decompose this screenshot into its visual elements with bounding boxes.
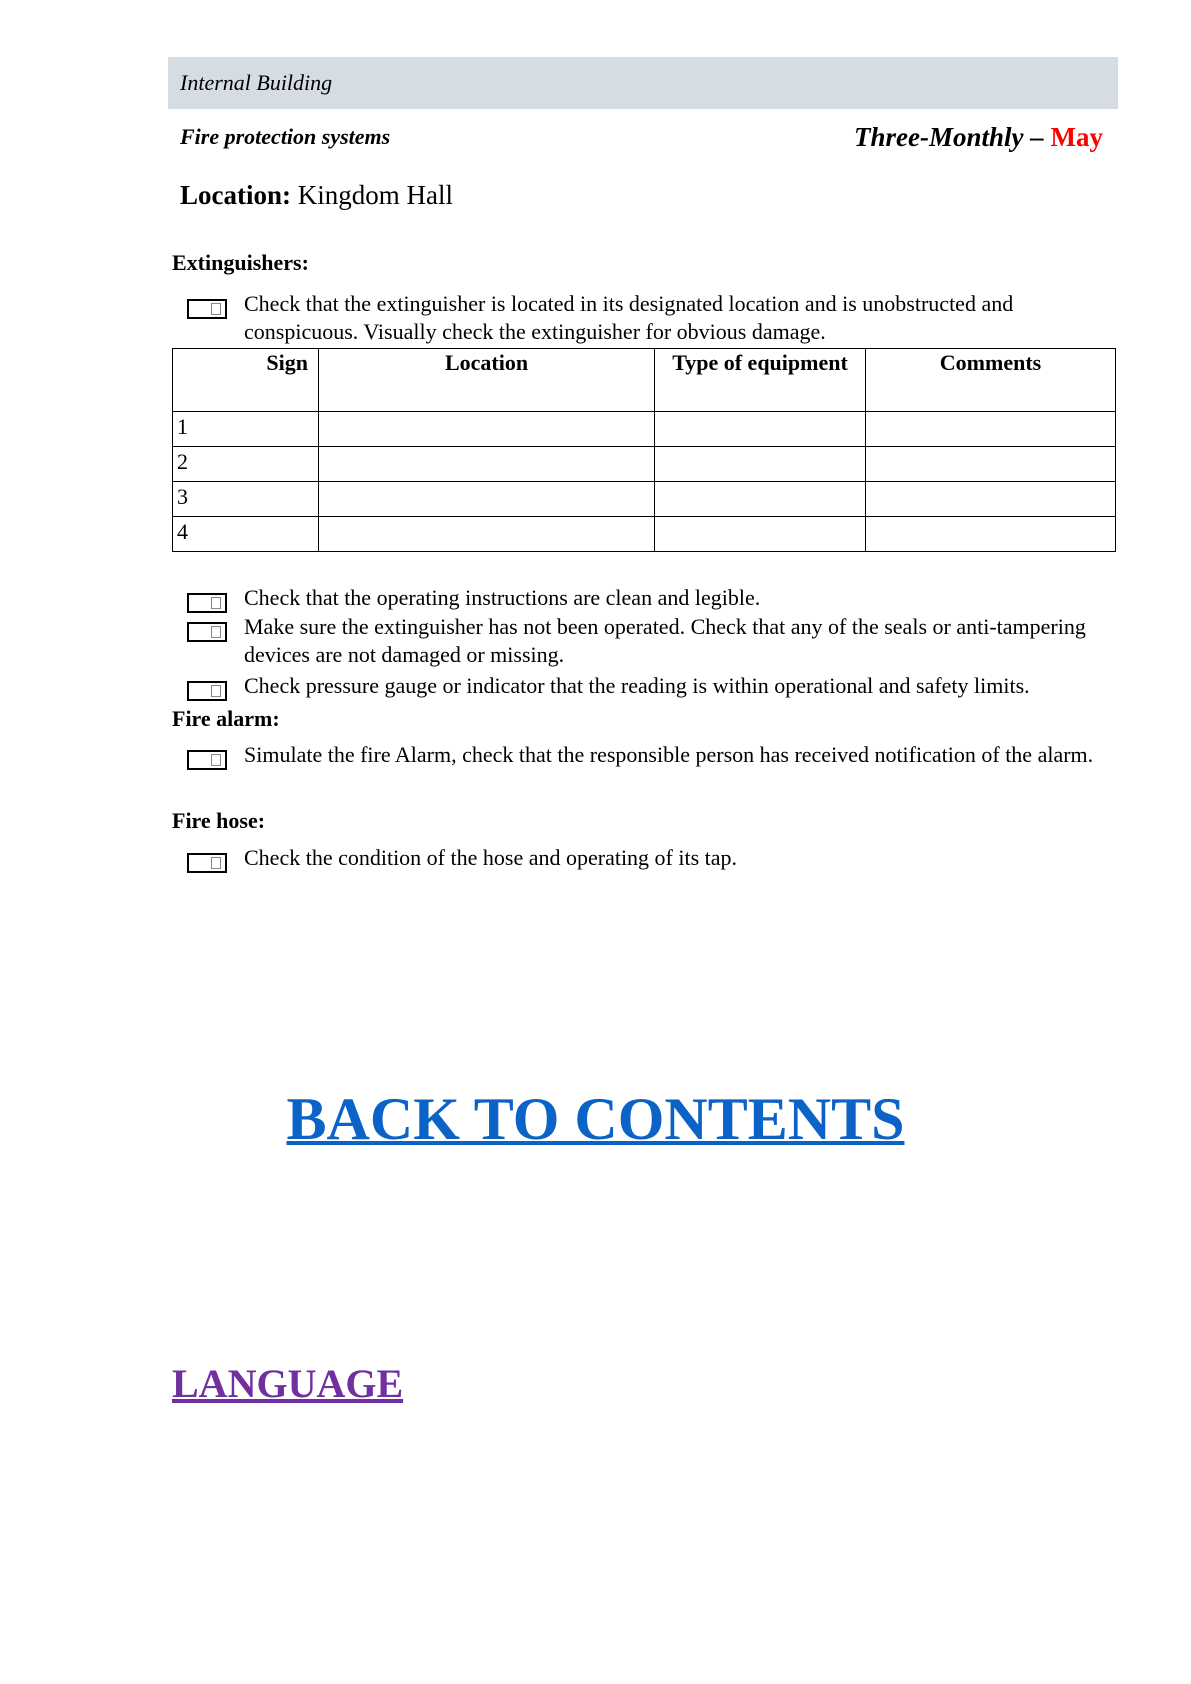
back-to-contents-link[interactable]: BACK TO CONTENTS <box>286 1086 905 1152</box>
table-row <box>173 447 1116 482</box>
table-cell-comments[interactable] <box>866 482 1116 517</box>
row-number: 2 <box>173 447 319 482</box>
row-number: 4 <box>173 517 319 552</box>
language-link[interactable]: LANGUAGE <box>172 1361 404 1406</box>
table-cell-comments[interactable] <box>866 412 1116 447</box>
location-value: Kingdom Hall <box>297 180 453 210</box>
checkbox[interactable] <box>187 681 227 701</box>
checkbox[interactable] <box>187 593 227 613</box>
checklist-item-pressure <box>187 672 1122 700</box>
table-cell-type[interactable] <box>655 482 866 517</box>
table-cell-type[interactable] <box>655 412 866 447</box>
table-cell-location[interactable] <box>319 517 655 552</box>
table-cell-type[interactable] <box>655 517 866 552</box>
checklist-item-text: Check that the extinguisher is located in its designated location and is unobstructed and conspicuous. Visually check the extinguisher for obvious damage. <box>244 291 1014 344</box>
checklist-item-text: Check pressure gauge or indicator that the reading is within operational and safety limits. <box>244 673 1030 698</box>
column-header-type: Type of equipment <box>655 349 866 412</box>
location-label: Location: <box>180 180 291 210</box>
column-header-comments: Comments <box>866 349 1116 412</box>
checkbox[interactable] <box>187 299 227 319</box>
row-number: 3 <box>173 482 319 517</box>
column-header-location: Location <box>319 349 655 412</box>
frequency-month: May <box>1050 122 1103 152</box>
table-cell-location[interactable] <box>319 482 655 517</box>
fire-hose-heading: Fire hose: <box>172 808 266 833</box>
location-line <box>180 180 453 211</box>
table-row <box>173 517 1116 552</box>
header-title: Internal Building <box>180 70 333 95</box>
table-cell-location[interactable] <box>319 447 655 482</box>
checklist-item-instructions <box>187 584 1122 612</box>
checkbox[interactable] <box>187 750 227 770</box>
row-number: 1 <box>173 412 319 447</box>
table-cell-comments[interactable] <box>866 447 1116 482</box>
table-row <box>173 482 1116 517</box>
table-cell-type[interactable] <box>655 447 866 482</box>
checklist-item-seals <box>187 613 1122 669</box>
table-cell-location[interactable] <box>319 412 655 447</box>
checklist-item-extinguisher-location <box>187 290 1122 346</box>
checklist-item-fire-hose <box>187 844 1122 872</box>
table-cell-comments[interactable] <box>866 517 1116 552</box>
checkbox[interactable] <box>187 622 227 642</box>
frequency-text: Three-Monthly <box>854 122 1024 152</box>
checkbox[interactable] <box>187 853 227 873</box>
fire-alarm-heading: Fire alarm: <box>172 706 280 731</box>
table-row <box>173 412 1116 447</box>
extinguisher-table <box>172 348 1116 552</box>
column-header-sign: Sign <box>173 349 319 412</box>
checklist-item-text: Check that the operating instructions are clean and legible. <box>244 585 761 610</box>
table-header-row <box>173 349 1116 412</box>
checklist-item-fire-alarm <box>187 741 1122 769</box>
checklist-item-text: Make sure the extinguisher has not been operated. Check that any of the seals or anti-tampering devices are not damaged or missing. <box>244 614 1086 667</box>
section-subtitle: Fire protection systems <box>180 124 391 149</box>
checklist-item-text: Simulate the fire Alarm, check that the responsible person has received notification of the alarm. <box>244 742 1094 767</box>
extinguishers-heading: Extinguishers: <box>172 250 309 275</box>
frequency-dash: – <box>1030 122 1044 152</box>
frequency-label <box>854 122 1103 153</box>
checklist-item-text: Check the condition of the hose and operating of its tap. <box>244 845 738 870</box>
